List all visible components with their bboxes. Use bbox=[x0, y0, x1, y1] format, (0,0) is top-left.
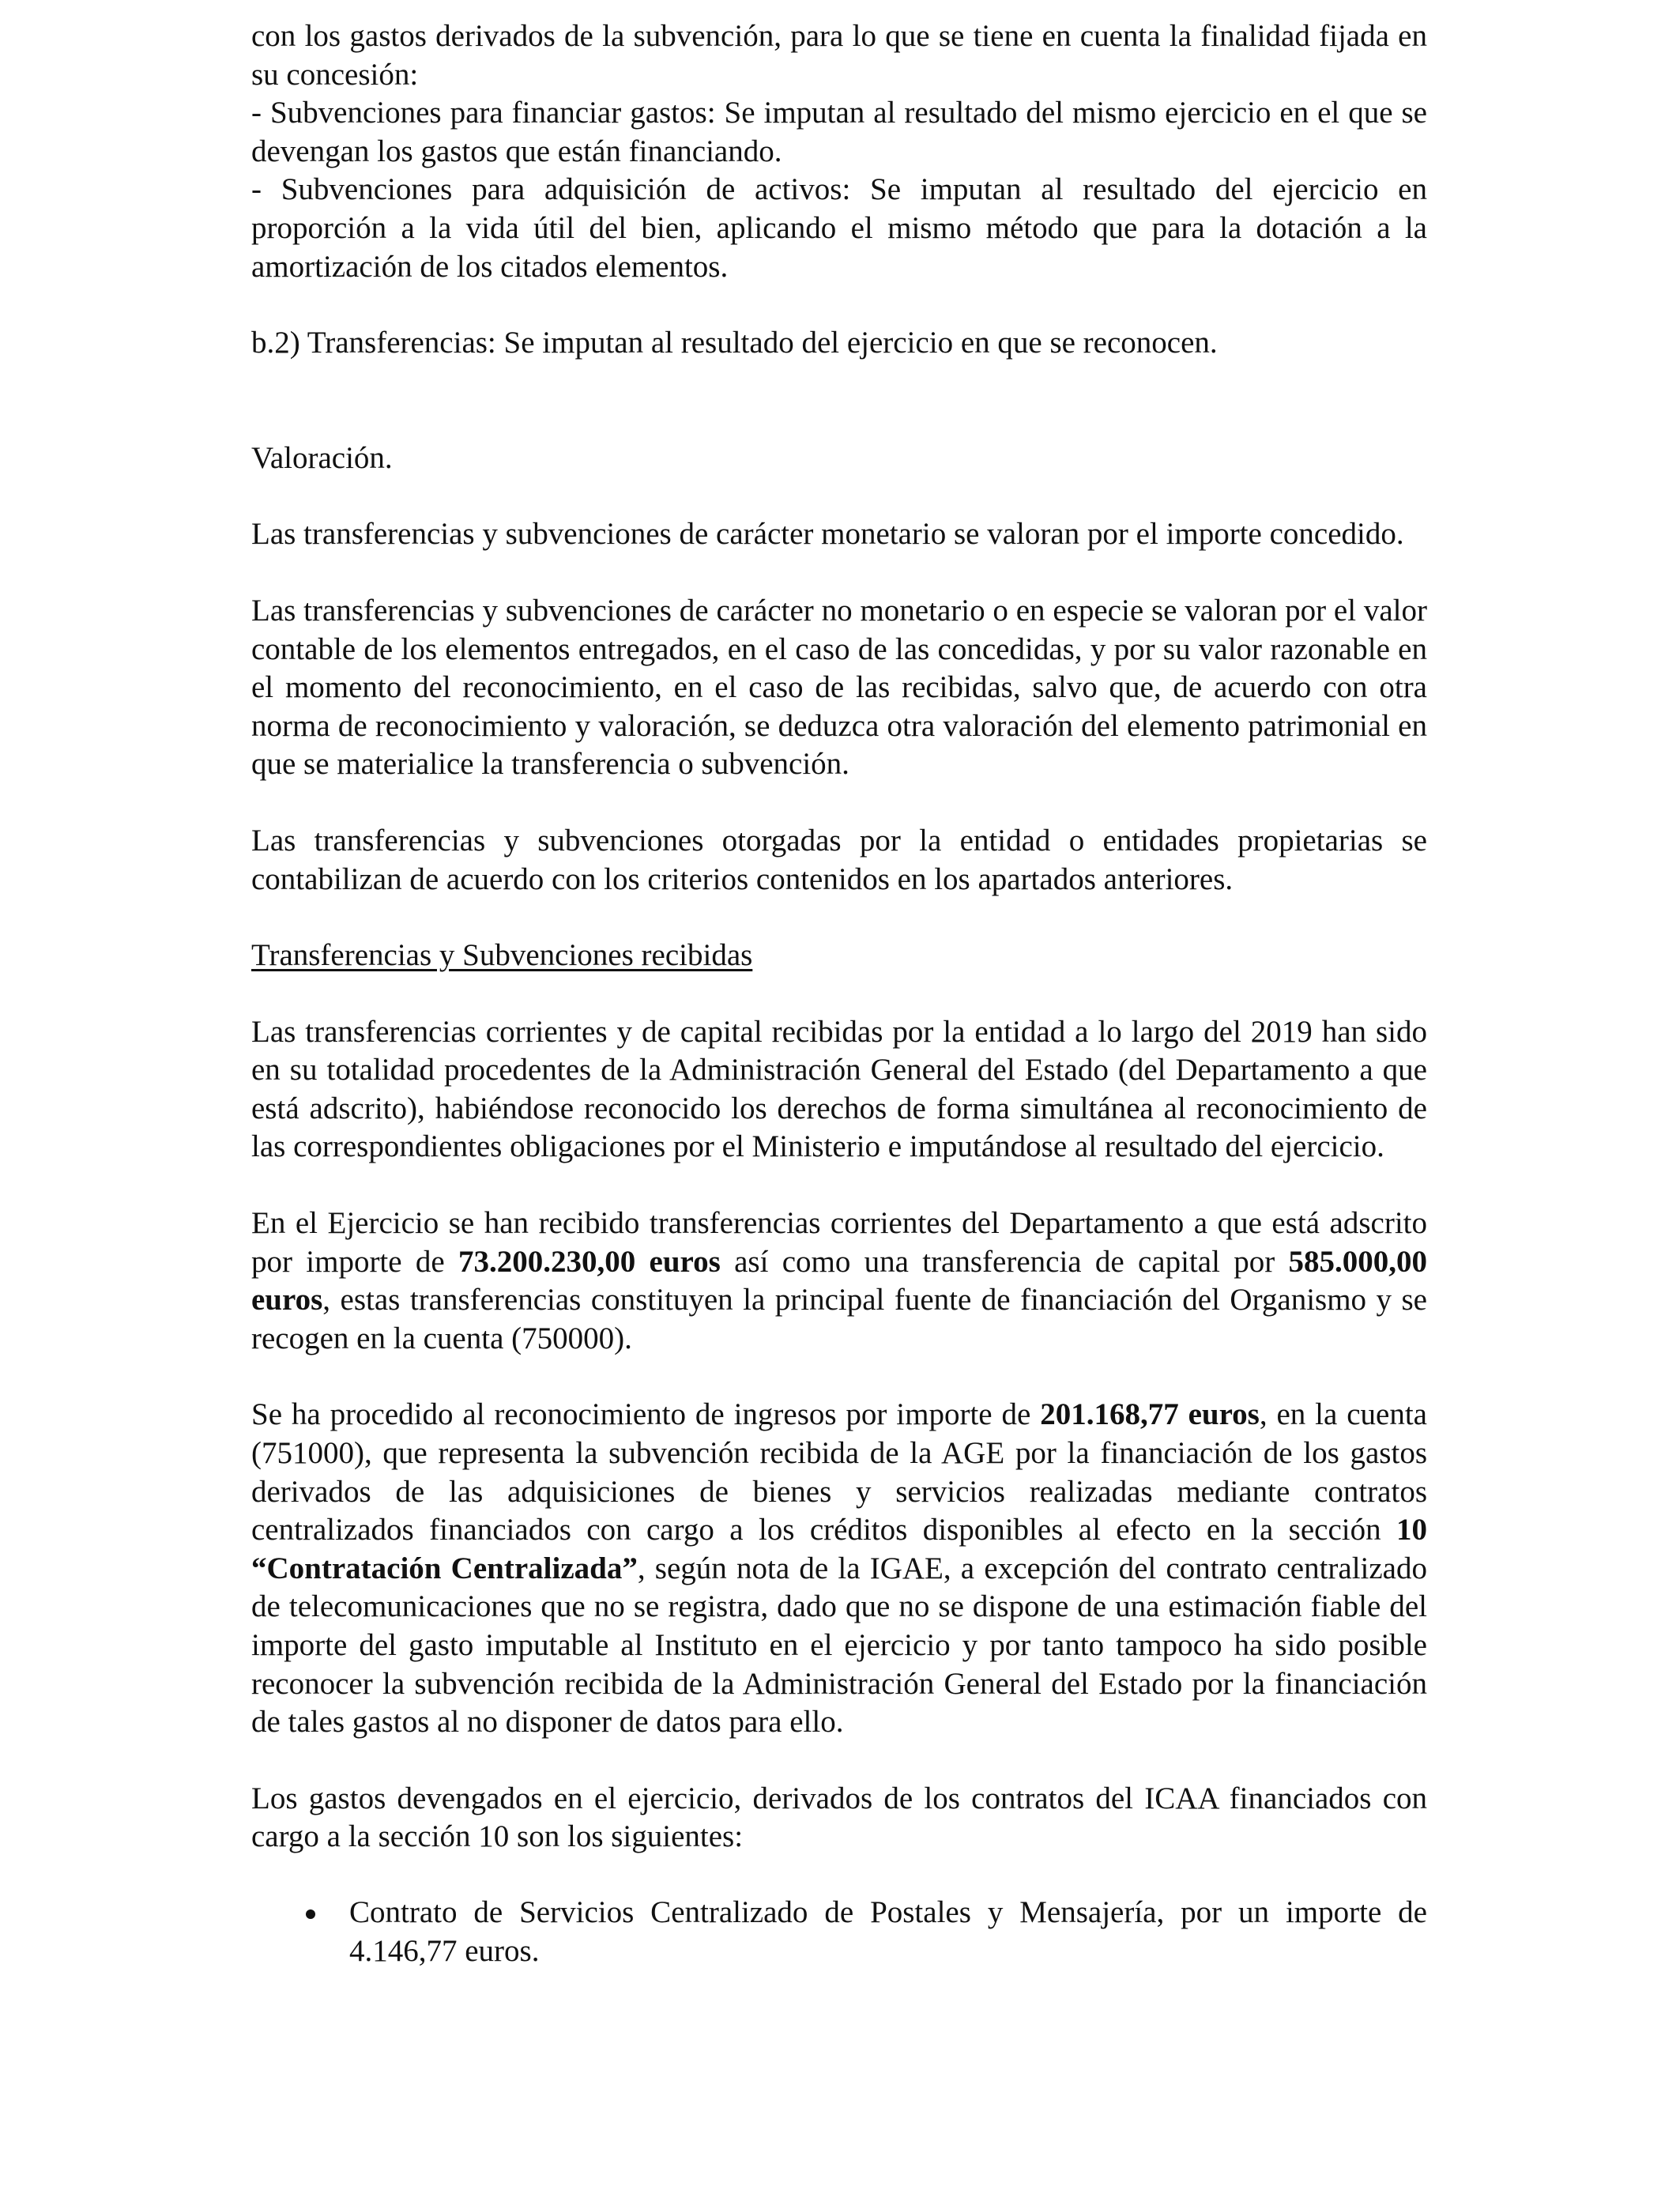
recibidas-ingresos-paragraph bbox=[251, 1396, 1427, 1741]
document-page bbox=[251, 17, 1427, 1970]
recibidas-heading: Transferencias y Subvenciones recibidas bbox=[251, 938, 753, 973]
recibidas-heading-line bbox=[251, 937, 1427, 975]
list-item bbox=[251, 1894, 1427, 1970]
subvenciones-gastos-item: - Subvenciones para financiar gastos: Se imputan al resultado del mismo ejercicio en el que se devengan los gastos que están financiando. bbox=[251, 96, 1427, 168]
bullet-icon bbox=[306, 1909, 315, 1919]
recibidas-importes-paragraph bbox=[251, 1204, 1427, 1358]
transferencias-b2-paragraph: b.2) Transferencias: Se imputan al resultado del ejercicio en que se reconocen. bbox=[251, 326, 1218, 360]
text-run: En el Ejercicio se han recibido transferencias corrientes del Departamento a que está adscrito por importe de bbox=[251, 1206, 1427, 1279]
valoracion-no-monetario-paragraph: Las transferencias y subvenciones de carácter no monetario o en especie se valoran por el valor contable de los elementos entregados, en el caso de las concedidas, y por su valor razonable en el momento del reconocimiento, en el caso de las recibidas, salvo que, de acuerdo con otra norma de reconocimiento y valoración, se deduzca otra valoración del elemento patrimonial en que se materialice la transferencia o subvención. bbox=[251, 593, 1427, 782]
valoracion-monetario-paragraph: Las transferencias y subvenciones de carácter monetario se valoran por el importe concedido. bbox=[251, 517, 1404, 552]
recibidas-gastos-paragraph: Los gastos devengados en el ejercicio, derivados de los contratos del ICAA financiados con cargo a la sección 10 son los siguientes: bbox=[251, 1781, 1427, 1854]
list-item-text: Contrato de Servicios Centralizado de Postales y Mensajería, por un importe de 4.146,77 euros. bbox=[349, 1894, 1427, 1968]
text-run: , según nota de la IGAE, a excepción del contrato centralizado de telecomunicaciones que no se registra, dado que no se dispone de una estimación fiable del importe del gasto imputable al Instituto en el ejercicio y por tanto tampoco ha sido posible reconocer la subvención recibida de la Administración General del Estado por la financiación de tales gastos al no disponer de datos para ello. bbox=[251, 1551, 1427, 1740]
text-run: así como una transferencia de capital por bbox=[720, 1244, 1289, 1279]
importe-corrientes: 73.200.230,00 euros bbox=[458, 1244, 721, 1279]
intro-paragraph: con los gastos derivados de la subvención, para lo que se tiene en cuenta la finalidad fijada en su concesión: bbox=[251, 19, 1427, 92]
recibidas-origen-paragraph: Las transferencias corrientes y de capital recibidas por la entidad a lo largo del 2019 han sido en su totalidad procedentes de la Administración General del Estado (del Departamento a que está adscrito), habiéndose reconocido los derechos de forma simultánea al reconocimiento de las correspondientes obligaciones por el Ministerio e imputándose al resultado del ejercicio. bbox=[251, 1014, 1427, 1164]
importe-capital: 585.000,00 euros bbox=[251, 1244, 1427, 1318]
valoracion-heading: Valoración. bbox=[251, 440, 393, 475]
importe-ingresos: 201.168,77 euros bbox=[1040, 1397, 1260, 1432]
seccion-contratacion-centralizada: 10 “Contratación Centralizada” bbox=[251, 1513, 1427, 1585]
text-run: , en la cuenta (751000), que representa la subvención recibida de la AGE por la financiación de los gastos derivados de las adquisiciones de bienes y servicios realizadas mediante contratos centralizados financiados con cargo a los créditos disponibles al efecto en la sección bbox=[251, 1397, 1427, 1547]
contratos-list bbox=[251, 1894, 1427, 1970]
valoracion-otorgadas-paragraph: Las transferencias y subvenciones otorgadas por la entidad o entidades propietarias se contabilizan de acuerdo con los criterios contenidos en los apartados anteriores. bbox=[251, 823, 1427, 896]
subvenciones-activos-item: - Subvenciones para adquisición de activos: Se imputan al resultado del ejercicio en proporción a la vida útil del bien, aplicando el mismo método que para la dotación a la amortización de los citados elementos. bbox=[251, 172, 1427, 284]
text-run: , estas transferencias constituyen la principal fuente de financiación del Organismo y se recogen en la cuenta (750000). bbox=[251, 1283, 1427, 1355]
text-run: Se ha procedido al reconocimiento de ingresos por importe de bbox=[251, 1397, 1041, 1432]
